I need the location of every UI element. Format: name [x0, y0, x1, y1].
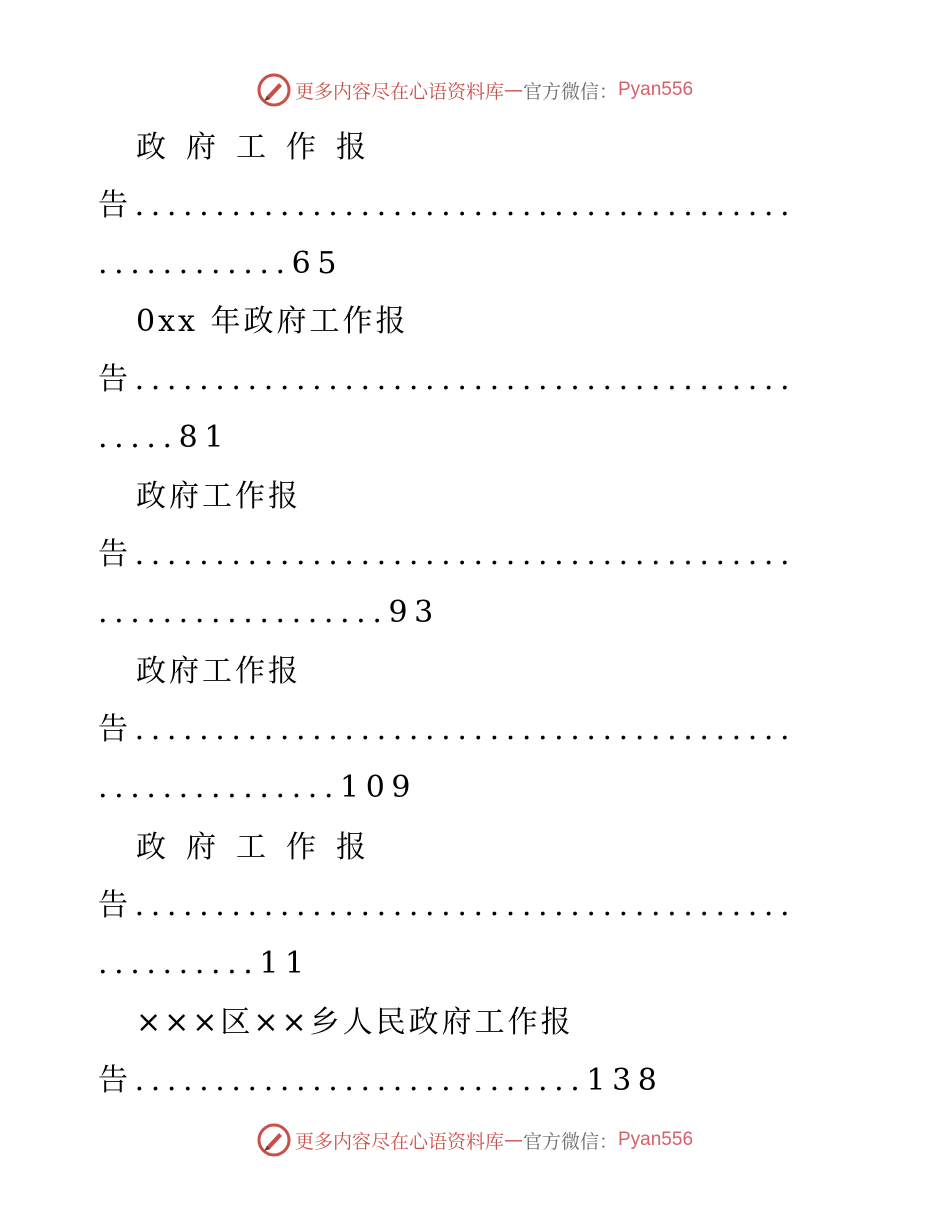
toc-entry-page: ..........11	[98, 946, 311, 981]
toc-entry-title: ×××区××乡人民政府工作报	[136, 1005, 574, 1040]
toc-entry-leader: 告.........................................	[98, 537, 797, 572]
watermark-wechat-id: Pyan556	[618, 1129, 694, 1150]
toc-entry-page: ............65	[98, 246, 344, 281]
toc-entry-title: 政府工作报	[136, 654, 301, 689]
watermark-dash: —	[503, 1129, 523, 1151]
toc-entry-title: 0xx 年政府工作报	[136, 304, 409, 339]
watermark-dash: —	[503, 79, 523, 101]
toc-entry-page: ...............109	[98, 770, 418, 805]
pen-logo-icon	[257, 1123, 291, 1157]
toc-entry-page: .....81	[98, 420, 231, 455]
toc-entry-leader: 告.........................................	[98, 712, 797, 747]
toc-entry-leader: 告............................138	[98, 1063, 664, 1098]
toc-entry-title: 政府工作报	[136, 830, 386, 865]
watermark-wechat-label: 官方微信：	[522, 80, 618, 103]
watermark-wechat-id: Pyan556	[618, 79, 694, 100]
toc-entry-title: 政府工作报	[136, 130, 386, 165]
toc-entry-page: ..................93	[98, 595, 440, 630]
watermark-site-text: 更多内容尽在心语资料库	[294, 1130, 504, 1153]
toc-entry-title: 政府工作报	[136, 479, 301, 514]
watermark-wechat-label: 官方微信：	[522, 1130, 618, 1153]
watermark-banner-bottom	[0, 1120, 950, 1160]
watermark-site-text: 更多内容尽在心语资料库	[294, 80, 504, 103]
toc-entry-leader: 告.........................................	[98, 188, 797, 223]
toc-entry-leader: 告.........................................	[98, 888, 797, 923]
toc-entry-leader: 告.........................................	[98, 362, 797, 397]
